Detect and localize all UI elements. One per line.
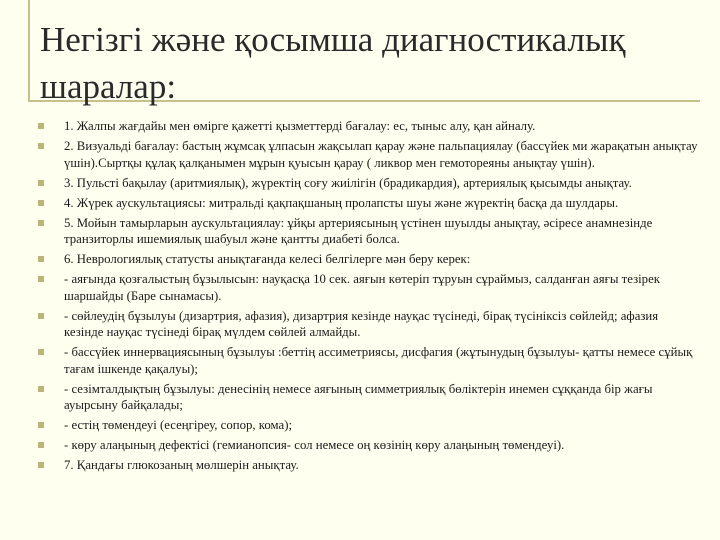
list-item — [38, 437, 700, 454]
list-item-text: 3. Пульсті бақылау (аритмиялық), жүректің соғу жиілігін (брадикардия), артериялық қысымды анықтау. — [64, 175, 632, 190]
list-item — [38, 215, 700, 248]
list-item-text: - естің төмендеуі (есеңгіреу, сопор, кома); — [64, 418, 293, 432]
square-bullet-icon — [38, 442, 44, 448]
square-bullet-icon — [38, 180, 44, 186]
square-bullet-icon — [38, 200, 44, 206]
list-item-text: 6. Неврологиялық статусты анықтағанда келесі белгілерге мән беру керек: — [64, 252, 471, 266]
list-item — [38, 381, 700, 414]
list-item-text: - бассүйек иннервациясының бұзылуы :беттің ассиметриясы, дисфагия (жұтынудың бұзылуы- қатты немесе сұйық тағам ішкенде қақалуы); — [64, 345, 693, 376]
square-bullet-icon — [38, 123, 44, 129]
list-item — [38, 251, 700, 268]
list-item — [38, 138, 700, 171]
bullet-list — [38, 118, 700, 477]
title-vertical-rule — [28, 0, 30, 100]
square-bullet-icon — [38, 462, 44, 468]
list-item — [38, 308, 700, 341]
square-bullet-icon — [38, 313, 44, 319]
list-item-text: - сезімталдықтың бұзылуы: денесінің немесе аяғының симметриялық бөліктерін инемен сұққанда бір жағы ауырсыну байқалады; — [64, 381, 653, 412]
slide-title: Негізгі және қосымша диагностикалық шаралар: — [40, 20, 626, 106]
list-item-text: - сөйлеудің бұзылуы (дизартрия, афазия), дизартрия кезінде науқас түсінеді, бірақ түсініксіз сөйлейд; афазия кезінде науқас түсінеді бірақ мүлдем сөйлей алмайды. — [64, 308, 659, 339]
list-item-text: 7. Қандағы глюкозаның мөлшерін анықтау. — [64, 458, 299, 472]
list-item — [38, 195, 700, 212]
square-bullet-icon — [38, 422, 44, 428]
list-item — [38, 271, 700, 304]
square-bullet-icon — [38, 143, 44, 149]
list-item-text: - аяғында қозғалыстың бұзылысын: науқасқа 10 сек. аяғын көтеріп тұруын сұраймыз, салданған аяғы тезірек шаршайды (Баре сынамасы). — [64, 272, 660, 303]
list-item — [38, 457, 700, 474]
list-item — [38, 344, 700, 377]
square-bullet-icon — [38, 276, 44, 282]
square-bullet-icon — [38, 349, 44, 355]
square-bullet-icon — [38, 386, 44, 392]
square-bullet-icon — [38, 220, 44, 226]
list-item-text: - көру алаңының дефектісі (гемианопсия- сол немесе оң көзінің көру алаңының төмендеуі). — [64, 438, 565, 452]
list-item — [38, 417, 700, 434]
list-item — [38, 118, 700, 135]
list-item — [38, 175, 700, 192]
square-bullet-icon — [38, 256, 44, 262]
list-item-text: 2. Визуальді бағалау: бастың жұмсақ ұлпасын жақсылап қарау және пальпациялау (бассүйек ми жарақатын анықтау үшін).Сыртқы құлақ қалқанымен мұрын қуысын қарау ( ликвор мен гемотореяны анықтау үшін). — [64, 139, 698, 170]
list-item-text: 1. Жалпы жағдайы мен өмірге қажетті қызметтерді бағалау: ес, тыныс алу, қан айналу. — [64, 119, 536, 133]
list-item-text: 5. Мойын тамырларын аускультациялау: ұйқы артериясының үстінен шуылды анықтау, әсіресе анамнезінде транзиторлы ишемиялық шабуыл және қантты диабеті болса. — [64, 215, 653, 246]
list-item-text: 4. Жүрек аускультациясы: митральді қақпақшаның пролапсты шуы және жүректің басқа да шулдары. — [64, 195, 619, 210]
